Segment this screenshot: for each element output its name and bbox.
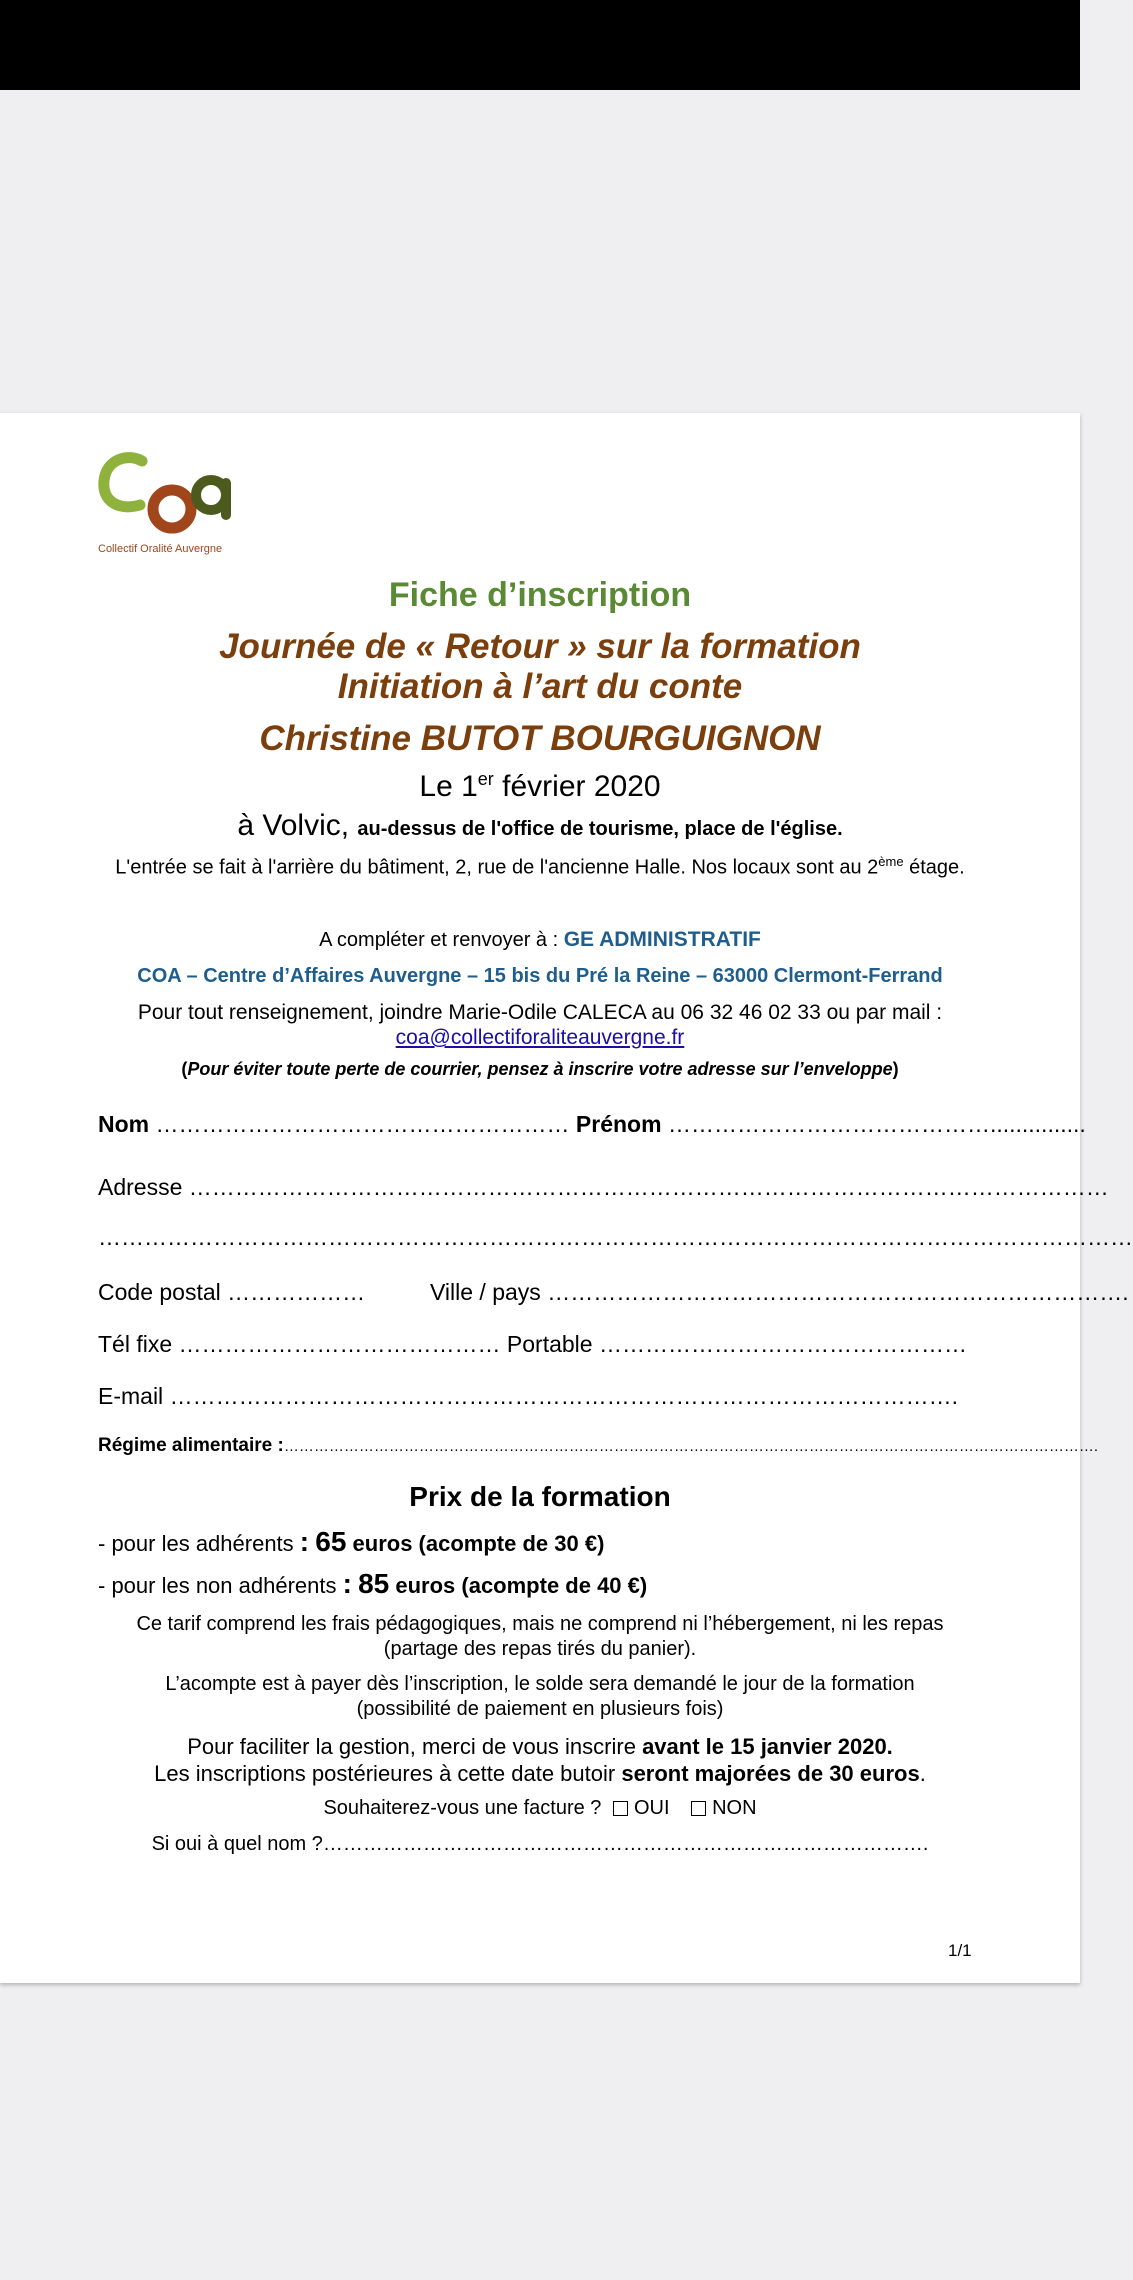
coa-logo-mark [98, 453, 248, 543]
oui-checkbox[interactable] [613, 1801, 628, 1816]
fiche-title: Fiche d’inscription [388, 576, 692, 614]
field-code-postal[interactable]: Code postal ……………… [98, 1279, 366, 1305]
non-checkbox[interactable] [691, 1801, 706, 1816]
page-number: 1/1 [948, 1941, 972, 1960]
coa-address: COA – Centre d’Affaires Auvergne – 15 bis du Pré la Reine – 63000 Clermont-Ferrand [137, 965, 943, 987]
mail-note: (Pour éviter toute perte de courrier, pensez à inscrire votre adresse sur l’enveloppe) [181, 1059, 899, 1079]
event-date: Le 1er février 2020 [419, 769, 661, 803]
field-nom-prenom[interactable]: Nom ……………………………………………… Prénom ……………………………………............... [98, 1111, 1086, 1137]
event-place: à Volvic, au-dessus de l'office de tourisme, place de l'église. [237, 809, 843, 842]
field-adresse[interactable]: Adresse ………………………………………………………………………………………………………… [98, 1174, 1109, 1200]
acompte-note: L’acompte est à payer dès l’inscription, le solde sera demandé le jour de la formation (possibilité de paiement en plusieurs fois) [165, 1673, 915, 1720]
field-nom-facture[interactable]: Si oui à quel nom ?………………………………………………………………………………. [151, 1833, 929, 1855]
field-adresse-line2[interactable]: ……………………………………………………………………………………………………………………… [98, 1224, 1133, 1250]
coa-logo [98, 453, 238, 573]
field-regime[interactable]: Régime alimentaire :………………………………………………………………………………………………………………………………………………. [98, 1435, 1099, 1456]
event-title-line2: Initiation à l’art du conte [337, 667, 743, 706]
facture-question: Souhaiterez-vous une facture ? OUI NON [323, 1797, 757, 1819]
send-to: A compléter et renvoyer à : GE ADMINISTRATIF [319, 928, 761, 951]
non-label: NON [712, 1797, 757, 1819]
event-title [0, 627, 1080, 707]
field-telephone[interactable]: Tél fixe …………………………………… Portable ………………………………………… [98, 1331, 967, 1357]
entry-info: L'entrée se fait à l'arrière du bâtiment, 2, rue de l'ancienne Halle. Nos locaux sont au 2ème étage. [115, 854, 965, 879]
gestion-note: Pour faciliter la gestion, merci de vous inscrire avant le 15 janvier 2020. Les inscriptions postérieures à cette date butoir seront majorées de 30 euros. [154, 1734, 926, 1786]
event-title-line1: Journée de « Retour » sur la formation [219, 627, 861, 666]
tarif-note: Ce tarif comprend les frais pédagogiques, mais ne comprend ni l’hébergement, ni les repas (partage des repas tirés du panier). [136, 1613, 944, 1660]
presenter-name: Christine BUTOT BOURGUIGNON [259, 719, 821, 758]
price-non-adherents: - pour les non adhérents : 85 euros (acompte de 40 €) [98, 1568, 648, 1599]
field-email[interactable]: E-mail …………………………………………………………………………………………. [98, 1383, 958, 1409]
contact-info: Pour tout renseignement, joindre Marie-Odile CALECA au 06 32 46 02 33 ou par mail : coa@collectiforaliteauvergne.fr [137, 1001, 943, 1049]
prix-title: Prix de la formation [409, 1481, 671, 1512]
email-link[interactable]: coa@collectiforaliteauvergne.fr [395, 1026, 685, 1049]
price-adherents: - pour les adhérents : 65 euros (acompte de 30 €) [98, 1526, 605, 1557]
logo-subtitle: Collectif Oralité Auvergne [98, 543, 223, 555]
field-ville[interactable]: Ville / pays …………………………………………………………………. [430, 1279, 1129, 1305]
document-page [0, 413, 1133, 1983]
oui-label: OUI [633, 1797, 670, 1819]
status-bar [0, 0, 1080, 90]
